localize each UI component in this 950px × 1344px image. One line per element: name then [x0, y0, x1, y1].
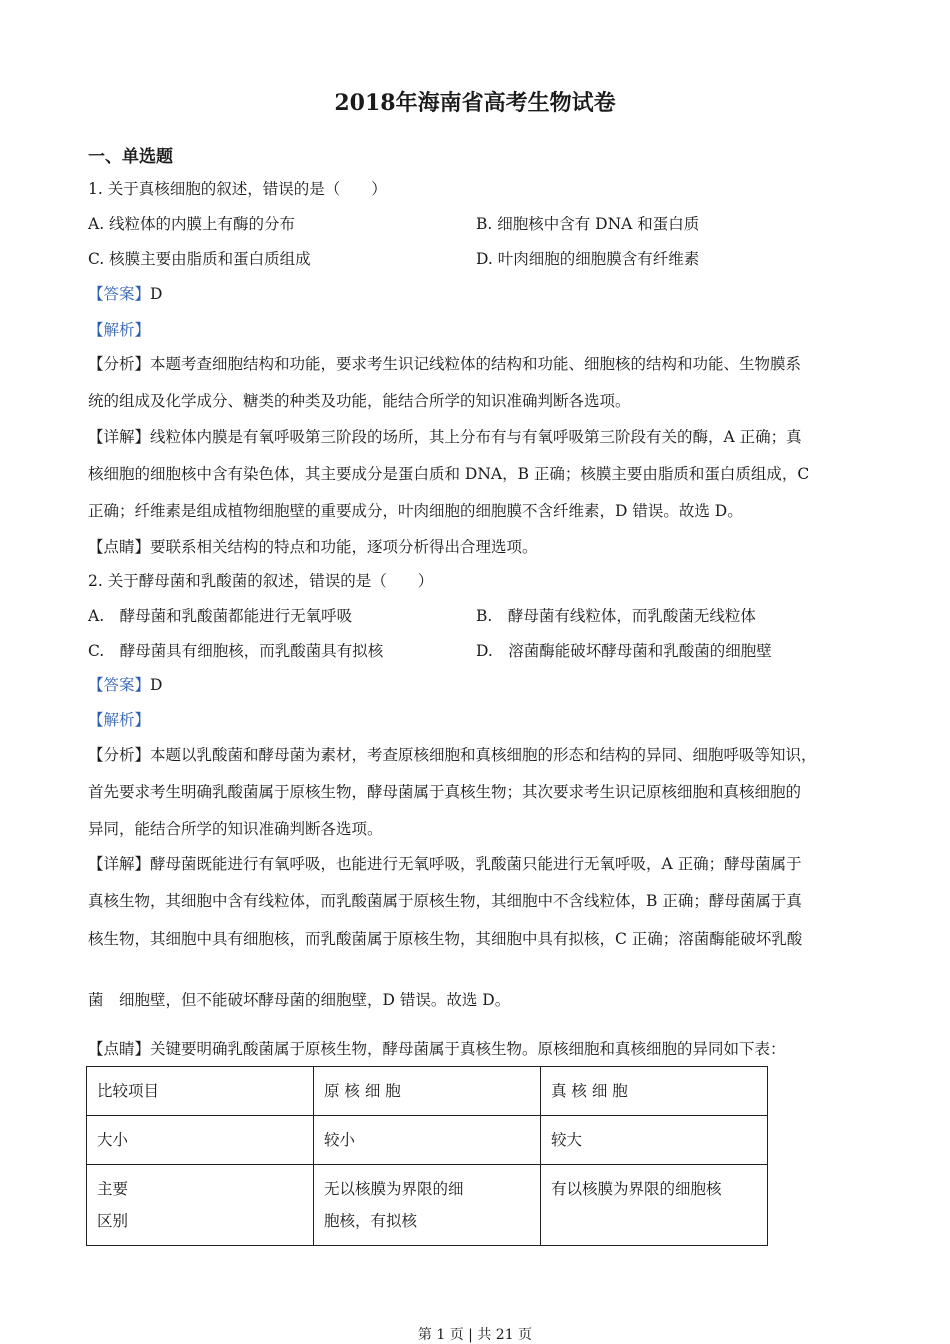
q1-option-a: A. 线粒体的内膜上有酶的分布: [88, 215, 296, 233]
table-cell: [314, 1165, 541, 1246]
q2-detail-line-4: 菌 细胞壁，但不能破坏酵母菌的细胞壁，D 错误。故选 D。: [88, 991, 511, 1009]
table-cell: 大小: [87, 1116, 314, 1165]
q1-comment-text: 要联系相关结构的特点和功能，逐项分析得出合理选项。: [150, 538, 538, 556]
q2-detail-line-2: 真核生物，其细胞中含有线粒体，而乳酸菌属于原核生物，其细胞中不含线粒体，B 正确；酵母菌属于真: [88, 892, 802, 910]
table-header-cell: 原 核 细 胞: [314, 1067, 541, 1116]
q1-comment: [88, 535, 538, 557]
q2-option-b: B. 酵母菌有线粒体，而乳酸菌无线粒体: [476, 607, 756, 625]
table-cell: 有以核膜为界限的细胞核: [541, 1165, 768, 1246]
answer-tag: 【答案】: [88, 676, 151, 694]
q1-detail-line-1: [88, 425, 802, 447]
q1-analysis-tag: 【解析】: [88, 321, 151, 339]
q2-stem: 2. 关于酵母菌和乳酸菌的叙述，错误的是（ ）: [88, 572, 434, 590]
q2-analysis-tag: 【解析】: [88, 711, 151, 729]
q2-detail-line-3: 核生物，其细胞中具有细胞核，而乳酸菌属于原核生物，其细胞中具有拟核，C 正确；溶菌酶能破坏乳酸: [88, 930, 803, 948]
q1-analysis-line-2: 统的组成及化学成分、糖类的种类及功能，能结合所学的知识准确判断各选项。: [88, 392, 631, 410]
q1-option-c: C. 核膜主要由脂质和蛋白质组成: [88, 250, 311, 268]
q2-option-a: A. 酵母菌和乳酸菌都能进行无氧呼吸: [88, 607, 353, 625]
q2-detail-text-1: 酵母菌既能进行有氧呼吸，也能进行无氧呼吸，乳酸菌只能进行无氧呼吸，A 正确；酵母菌属于: [150, 855, 802, 873]
page-title: 2018年海南省高考生物试卷: [334, 90, 616, 116]
table-header-cell: 真 核 细 胞: [541, 1067, 768, 1116]
detail-label: 【详解】: [88, 428, 151, 446]
table-cell: [87, 1165, 314, 1246]
table-cell: 较小: [314, 1116, 541, 1165]
q1-detail-line-2: 核细胞的细胞核中含有染色体，其主要成分是蛋白质和 DNA，B 正确；核膜主要由脂质和蛋白质组成，C: [88, 465, 810, 483]
table-row: [87, 1165, 768, 1246]
table-header-cell: 比较项目: [87, 1067, 314, 1116]
q1-analysis-text-1: 本题考查细胞结构和功能，要求考生识记线粒体的结构和功能、细胞核的结构和功能、生物膜系: [150, 355, 802, 373]
table-cell-line: 无以核膜为界限的细: [324, 1180, 464, 1198]
analysis-label: 【分析】: [88, 746, 151, 764]
q2-analysis-text-1: 本题以乳酸菌和酵母菌为素材，考查原核细胞和真核细胞的形态和结构的异同、细胞呼吸等知识，: [150, 746, 817, 764]
table-cell-line: 胞核，有拟核: [324, 1212, 418, 1230]
q2-option-d: D. 溶菌酶能破坏酵母菌和乳酸菌的细胞壁: [476, 642, 772, 660]
answer-tag: 【答案】: [88, 285, 151, 303]
table-cell: 较大: [541, 1116, 768, 1165]
analysis-label: 【分析】: [88, 355, 151, 373]
comparison-table: [86, 1066, 768, 1246]
page-footer: 第 1 页 | 共 21 页: [417, 1327, 533, 1343]
q2-answer-value: D: [150, 676, 163, 694]
q2-detail-line-1: [88, 852, 802, 874]
table-header-row: [87, 1067, 768, 1116]
q2-comment-text: 关键要明确乳酸菌属于原核生物，酵母菌属于真核生物。原核细胞和真核细胞的异同如下表：: [150, 1040, 786, 1058]
q2-analysis-line-2: 首先要求考生明确乳酸菌属于原核生物，酵母菌属于真核生物；其次要求考生识记原核细胞和真核细胞的: [88, 783, 802, 801]
q2-analysis-line-1: [88, 743, 817, 765]
q2-option-c: C. 酵母菌具有细胞核，而乳酸菌具有拟核: [88, 642, 384, 660]
q1-detail-line-3: 正确；纤维素是组成植物细胞壁的重要成分，叶肉细胞的细胞膜不含纤维素，D 错误。故选 D。: [88, 502, 743, 520]
section-heading: 一、单选题: [88, 147, 173, 167]
q2-answer: [88, 673, 162, 695]
comment-label: 【点睛】: [88, 538, 151, 556]
q1-analysis-line-1: [88, 352, 801, 374]
table-row: [87, 1116, 768, 1165]
q1-stem: 1. 关于真核细胞的叙述，错误的是（ ）: [88, 180, 387, 198]
detail-label: 【详解】: [88, 855, 151, 873]
q1-answer-value: D: [150, 285, 163, 303]
q1-answer: [88, 282, 162, 304]
table-cell-line: 区别: [97, 1212, 129, 1230]
q1-option-d: D. 叶肉细胞的细胞膜含有纤维素: [476, 250, 700, 268]
comment-label: 【点睛】: [88, 1040, 151, 1058]
q1-option-b: B. 细胞核中含有 DNA 和蛋白质: [476, 215, 700, 233]
q2-analysis-line-3: 异同，能结合所学的知识准确判断各选项。: [88, 820, 383, 838]
table-cell-line: 主要: [97, 1180, 129, 1198]
q1-detail-text-1: 线粒体内膜是有氧呼吸第三阶段的场所，其上分布有与有氧呼吸第三阶段有关的酶，A 正确；真: [150, 428, 802, 446]
q2-comment: [88, 1037, 786, 1059]
